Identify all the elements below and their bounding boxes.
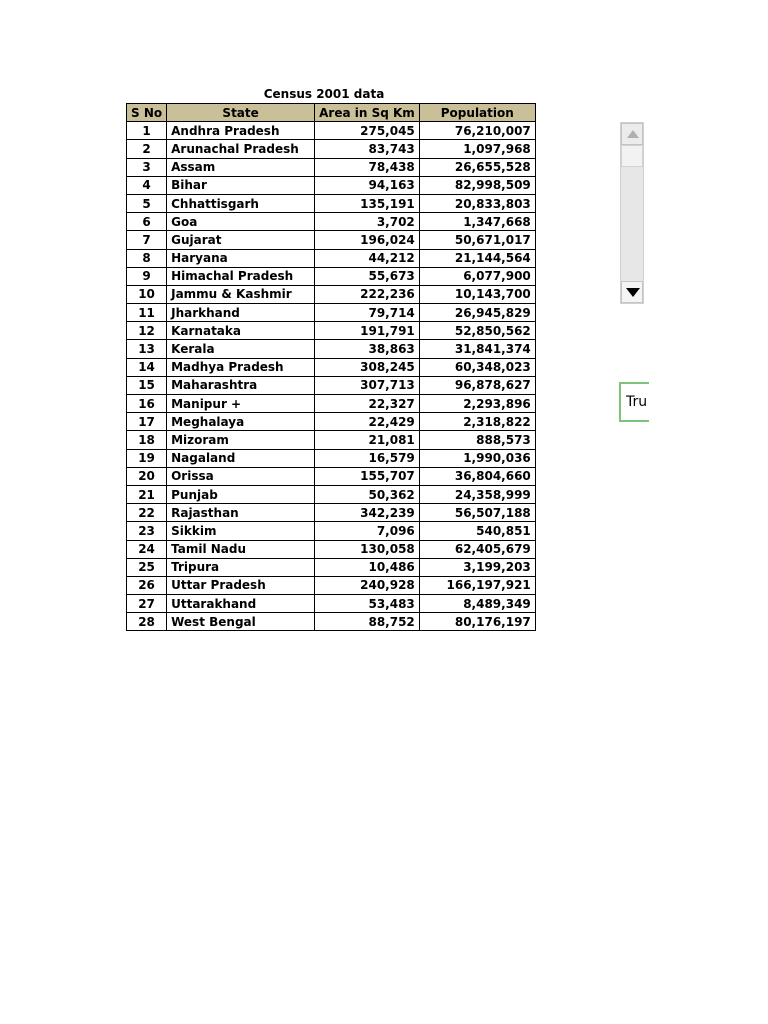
toggle-button[interactable] — [619, 382, 649, 422]
cell-population[interactable]: 166,197,921 — [419, 576, 535, 594]
cell-population[interactable]: 82,998,509 — [419, 176, 535, 194]
cell-state[interactable]: Jammu & Kashmir — [167, 285, 315, 303]
cell-state[interactable]: Nagaland — [167, 449, 315, 467]
cell-population[interactable]: 96,878,627 — [419, 376, 535, 394]
cell-area[interactable]: 222,236 — [315, 285, 420, 303]
cell-sno[interactable]: 22 — [127, 504, 167, 522]
cell-population[interactable]: 31,841,374 — [419, 340, 535, 358]
vertical-scrollbar[interactable] — [620, 122, 644, 304]
table-row — [127, 395, 536, 413]
table-row — [127, 285, 536, 303]
cell-sno[interactable]: 12 — [127, 322, 167, 340]
cell-state[interactable]: Maharashtra — [167, 376, 315, 394]
table-row — [127, 213, 536, 231]
table-row — [127, 176, 536, 194]
cell-population[interactable]: 20,833,803 — [419, 194, 535, 212]
header-area[interactable]: Area in Sq Km — [315, 104, 420, 122]
cell-state[interactable]: Tripura — [167, 558, 315, 576]
header-sno[interactable]: S No — [127, 104, 167, 122]
cell-area[interactable]: 3,702 — [315, 213, 420, 231]
cell-area[interactable]: 78,438 — [315, 158, 420, 176]
cell-population[interactable]: 80,176,197 — [419, 613, 535, 631]
table-row — [127, 431, 536, 449]
toggle-label: Tru — [626, 394, 648, 410]
cell-sno[interactable]: 14 — [127, 358, 167, 376]
cell-population[interactable]: 2,293,896 — [419, 395, 535, 413]
cell-state[interactable]: Madhya Pradesh — [167, 358, 315, 376]
cell-state[interactable]: Uttar Pradesh — [167, 576, 315, 594]
cell-state[interactable]: Andhra Pradesh — [167, 122, 315, 140]
header-row — [127, 104, 536, 122]
cell-population[interactable]: 62,405,679 — [419, 540, 535, 558]
scroll-thumb[interactable] — [621, 145, 643, 167]
cell-sno[interactable]: 7 — [127, 231, 167, 249]
triangle-up-icon — [627, 130, 639, 138]
cell-population[interactable]: 8,489,349 — [419, 595, 535, 613]
cell-sno[interactable]: 19 — [127, 449, 167, 467]
header-state[interactable]: State — [167, 104, 315, 122]
cell-state[interactable]: Punjab — [167, 485, 315, 503]
table-row — [127, 140, 536, 158]
cell-population[interactable]: 888,573 — [419, 431, 535, 449]
cell-population[interactable]: 1,097,968 — [419, 140, 535, 158]
cell-area[interactable]: 83,743 — [315, 140, 420, 158]
cell-state[interactable]: Bihar — [167, 176, 315, 194]
cell-population[interactable]: 1,347,668 — [419, 213, 535, 231]
cell-area[interactable]: 342,239 — [315, 504, 420, 522]
cell-population[interactable]: 26,945,829 — [419, 304, 535, 322]
table-row — [127, 358, 536, 376]
cell-area[interactable]: 88,752 — [315, 613, 420, 631]
cell-area[interactable]: 135,191 — [315, 194, 420, 212]
table-row — [127, 522, 536, 540]
cell-area[interactable]: 22,327 — [315, 395, 420, 413]
cell-population[interactable]: 6,077,900 — [419, 267, 535, 285]
cell-area[interactable]: 53,483 — [315, 595, 420, 613]
table-row — [127, 467, 536, 485]
cell-state[interactable]: Kerala — [167, 340, 315, 358]
table-row — [127, 304, 536, 322]
cell-population[interactable]: 50,671,017 — [419, 231, 535, 249]
table-row — [127, 504, 536, 522]
cell-population[interactable]: 24,358,999 — [419, 485, 535, 503]
cell-state[interactable]: Arunachal Pradesh — [167, 140, 315, 158]
table-row — [127, 340, 536, 358]
cell-area[interactable]: 55,673 — [315, 267, 420, 285]
table-row — [127, 194, 536, 212]
cell-area[interactable]: 16,579 — [315, 449, 420, 467]
scroll-down-button[interactable] — [621, 281, 643, 303]
cell-area[interactable]: 130,058 — [315, 540, 420, 558]
cell-state[interactable]: Gujarat — [167, 231, 315, 249]
cell-sno[interactable]: 23 — [127, 522, 167, 540]
cell-area[interactable]: 94,163 — [315, 176, 420, 194]
cell-sno[interactable]: 1 — [127, 122, 167, 140]
table-row — [127, 485, 536, 503]
cell-population[interactable]: 60,348,023 — [419, 358, 535, 376]
cell-state[interactable]: Meghalaya — [167, 413, 315, 431]
table-row — [127, 267, 536, 285]
cell-area[interactable]: 240,928 — [315, 576, 420, 594]
cell-population[interactable]: 52,850,562 — [419, 322, 535, 340]
cell-sno[interactable]: 21 — [127, 485, 167, 503]
cell-population[interactable]: 76,210,007 — [419, 122, 535, 140]
cell-state[interactable]: Chhattisgarh — [167, 194, 315, 212]
cell-state[interactable]: Karnataka — [167, 322, 315, 340]
cell-population[interactable]: 2,318,822 — [419, 413, 535, 431]
table-title: Census 2001 data — [263, 87, 385, 101]
cell-state[interactable]: Sikkim — [167, 522, 315, 540]
cell-area[interactable]: 196,024 — [315, 231, 420, 249]
cell-area[interactable]: 307,713 — [315, 376, 420, 394]
cell-sno[interactable]: 16 — [127, 395, 167, 413]
cell-area[interactable]: 79,714 — [315, 304, 420, 322]
cell-population[interactable]: 36,804,660 — [419, 467, 535, 485]
cell-state[interactable]: Manipur + — [167, 395, 315, 413]
cell-sno[interactable]: 26 — [127, 576, 167, 594]
cell-sno[interactable]: 15 — [127, 376, 167, 394]
table-row — [127, 158, 536, 176]
cell-state[interactable]: Goa — [167, 213, 315, 231]
cell-sno[interactable]: 18 — [127, 431, 167, 449]
census-table — [126, 103, 536, 631]
cell-sno[interactable]: 11 — [127, 304, 167, 322]
table-row — [127, 249, 536, 267]
cell-state[interactable]: Haryana — [167, 249, 315, 267]
cell-population[interactable]: 56,507,188 — [419, 504, 535, 522]
cell-population[interactable]: 1,990,036 — [419, 449, 535, 467]
cell-sno[interactable]: 6 — [127, 213, 167, 231]
cell-area[interactable]: 50,362 — [315, 485, 420, 503]
table-row — [127, 613, 536, 631]
cell-sno[interactable]: 27 — [127, 595, 167, 613]
cell-population[interactable]: 540,851 — [419, 522, 535, 540]
table-row — [127, 231, 536, 249]
triangle-down-icon — [626, 288, 640, 297]
cell-area[interactable]: 7,096 — [315, 522, 420, 540]
cell-sno[interactable]: 13 — [127, 340, 167, 358]
cell-area[interactable]: 275,045 — [315, 122, 420, 140]
cell-area[interactable]: 191,791 — [315, 322, 420, 340]
table-row — [127, 576, 536, 594]
cell-state[interactable]: Assam — [167, 158, 315, 176]
cell-population[interactable]: 3,199,203 — [419, 558, 535, 576]
header-population[interactable]: Population — [419, 104, 535, 122]
table-row — [127, 376, 536, 394]
table-row — [127, 595, 536, 613]
cell-sno[interactable]: 28 — [127, 613, 167, 631]
cell-state[interactable]: Tamil Nadu — [167, 540, 315, 558]
cell-sno[interactable]: 17 — [127, 413, 167, 431]
cell-state[interactable]: Mizoram — [167, 431, 315, 449]
cell-sno[interactable]: 3 — [127, 158, 167, 176]
cell-sno[interactable]: 24 — [127, 540, 167, 558]
table-row — [127, 558, 536, 576]
cell-population[interactable]: 21,144,564 — [419, 249, 535, 267]
cell-state[interactable]: West Bengal — [167, 613, 315, 631]
cell-area[interactable]: 22,429 — [315, 413, 420, 431]
cell-sno[interactable]: 9 — [127, 267, 167, 285]
cell-state[interactable]: Orissa — [167, 467, 315, 485]
table-row — [127, 540, 536, 558]
cell-state[interactable]: Himachal Pradesh — [167, 267, 315, 285]
cell-population[interactable]: 26,655,528 — [419, 158, 535, 176]
cell-sno[interactable]: 25 — [127, 558, 167, 576]
cell-area[interactable]: 44,212 — [315, 249, 420, 267]
table-body — [127, 122, 536, 631]
cell-sno[interactable]: 4 — [127, 176, 167, 194]
cell-area[interactable]: 308,245 — [315, 358, 420, 376]
table-row — [127, 413, 536, 431]
cell-sno[interactable]: 5 — [127, 194, 167, 212]
table-row — [127, 449, 536, 467]
table-row — [127, 322, 536, 340]
cell-state[interactable]: Rajasthan — [167, 504, 315, 522]
table-row — [127, 122, 536, 140]
cell-area[interactable]: 155,707 — [315, 467, 420, 485]
cell-sno[interactable]: 20 — [127, 467, 167, 485]
cell-area[interactable]: 10,486 — [315, 558, 420, 576]
cell-sno[interactable]: 2 — [127, 140, 167, 158]
cell-population[interactable]: 10,143,700 — [419, 285, 535, 303]
cell-area[interactable]: 21,081 — [315, 431, 420, 449]
scroll-up-button[interactable] — [621, 123, 643, 145]
cell-sno[interactable]: 8 — [127, 249, 167, 267]
cell-sno[interactable]: 10 — [127, 285, 167, 303]
cell-state[interactable]: Jharkhand — [167, 304, 315, 322]
cell-state[interactable]: Uttarakhand — [167, 595, 315, 613]
cell-area[interactable]: 38,863 — [315, 340, 420, 358]
